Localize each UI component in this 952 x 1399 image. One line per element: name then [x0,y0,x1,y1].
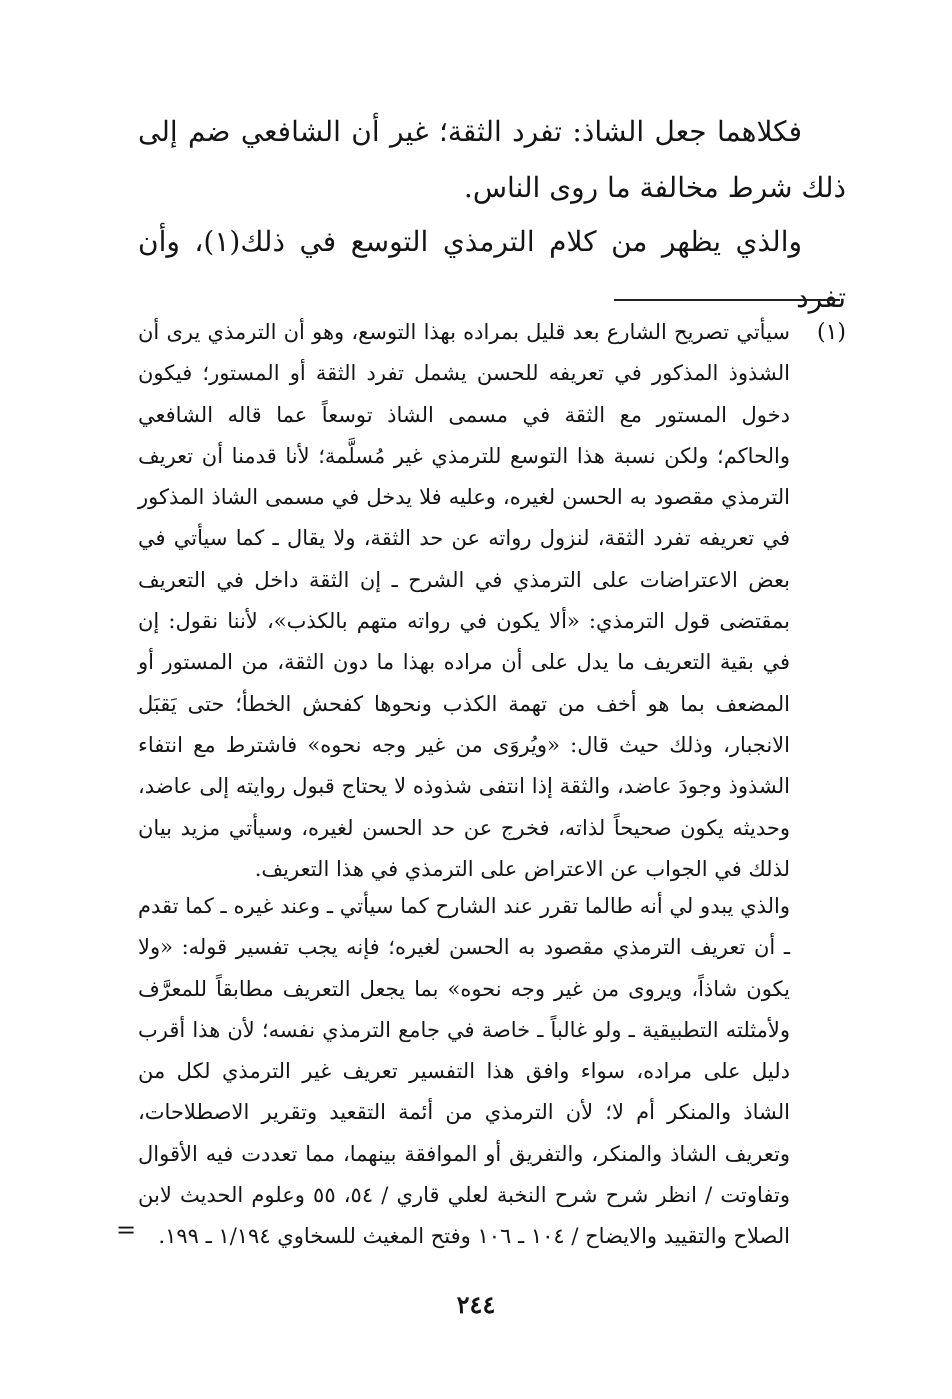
page-number: ٢٤٤ [456,1290,496,1319]
footnote-text-2: والذي يبدو لي أنه طالما تقرر عند الشارح كما سيأتي ـ وعند غيره ـ كما تقدم ـ أن تعريف الترمذي مقصود به الحسن لغيره؛ فإنه يجب تفسير قوله: «ولا يكون شاذاً، ويروى من غير وجه نحوه» بما يجعل التعريف مطابقاً للمعرَّف ولأمثلته التطبيقية ـ ولو غالباً ـ خاصة في جامع الترمذي نفسه؛ لأن هذا أقرب دليل على مراده، سواء وافق هذا التفسير تعريف غير الترمذي لكل من الشاذ والمنكر أم لا؛ لأن الترمذي من أئمة التقعيد وتقرير الاصطلاحات، وتعريف الشاذ والمنكر، والتفريق أو الموافقة بينهما، مما تعددت فيه الأقوال وتفاوتت / انظر شرح شرح النخبة لعلي قاري / ٥٤، ٥٥ وعلوم الحديث لابن الصلاح والتقييد والايضاح / ١٠٤ ـ ١٠٦ وفتح المغيث للسخاوي ١/١٩٤ ـ ١٩٩. [138,894,790,1249]
footnote-divider [614,299,840,301]
body-paragraph-1 [138,104,846,216]
body-text-1: فكلاهما جعل الشاذ: تفرد الثقة؛ غير أن الشافعي ضم إلى ذلك شرط مخالفة ما روى الناس. [138,115,846,204]
body-text-2: والذي يظهر من كلام الترمذي التوسع في ذلك(١)، وأن تفرد [138,225,846,314]
body-paragraph-2 [138,214,846,326]
footnote-text-1: سيأتي تصريح الشارع بعد قليل بمراده بهذا التوسع، وهو أن الترمذي يرى أن الشذوذ المذكور في تعريفه للحسن يشمل تفرد الثقة أو المستور؛ فيكون دخول المستور مع الثقة في مسمى الشاذ توسعاً عما قاله الشافعي والحاكم؛ ولكن نسبة هذا التوسع للترمذي غير مُسلَّمة؛ لأنا قدمنا أن تعريف الترمذي مقصود به الحسن لغيره، وعليه فلا يدخل في مسمى الشاذ المذكور في تعريفه تفرد الثقة، لنزول رواته عن حد الثقة، ولا يقال ـ كما سيأتي في بعض الاعتراضات على الترمذي في الشرح ـ إن الثقة داخل في التعريف بمقتضى قول الترمذي: «ألا يكون في رواته متهم بالكذب»، لأننا نقول: إن في بقية التعريف ما يدل على أن مراده بهذا ما دون الثقة، من المستور أو المضعف بما هو أخف من تهمة الكذب ونحوها كفحش الخطأ؛ حتى يَقبَل الانجبار، وذلك حيث قال: «ويُروَى من غير وجه نحوه» فاشترط مع انتفاء الشذوذ وجودَ عاضد، والثقة إذا انتفى شذوذه لا يحتاج قبول روايته إلى عاضد، وحديثه يكون صحيحاً لذاته، فخرج عن حد الحسن لغيره، وسيأتي مزيد بيان لذلك في الجواب عن الاعتراض على الترمذي في هذا التعريف. [138,320,790,881]
footnote-paragraph-1 [138,312,790,890]
continuation-mark: = [116,1216,137,1244]
footnote-paragraph-2 [138,886,790,1258]
footnote-marker: (١) [816,320,846,345]
